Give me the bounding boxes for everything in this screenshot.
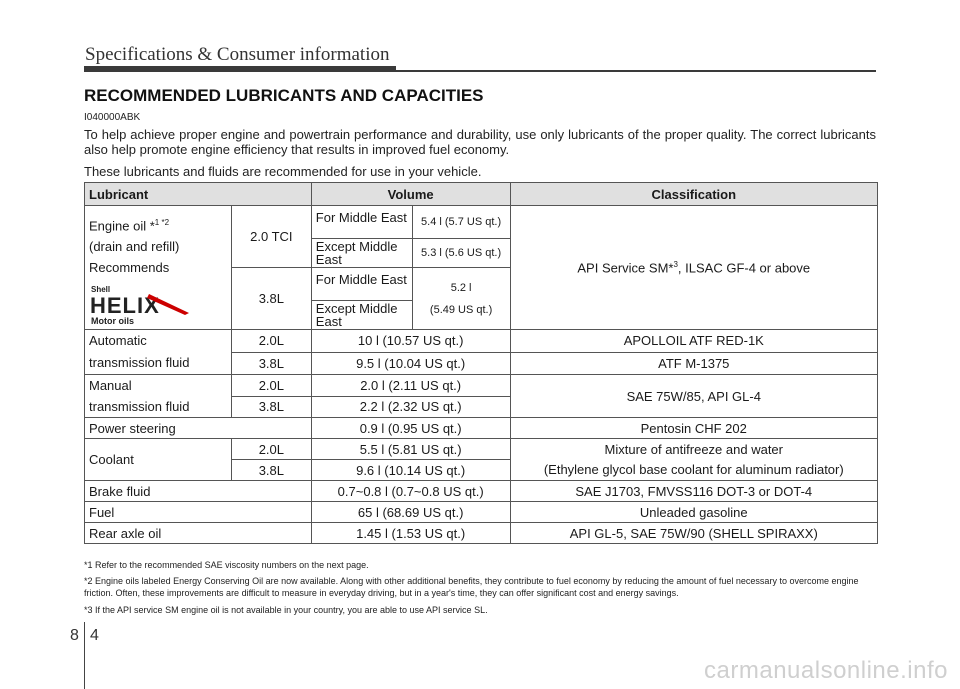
l38-vol-line1: 5.2 l — [450, 281, 472, 294]
table-row — [85, 206, 878, 239]
automatic-eng-1: 2.0L — [231, 330, 311, 353]
engine-oil-class-a: API Service SM* — [577, 260, 674, 276]
tci-middle-east: For Middle East — [311, 206, 412, 239]
automatic-label2: transmission fluid — [89, 355, 190, 370]
shell-helix-logo — [89, 284, 189, 326]
brake-label: Brake fluid — [85, 481, 312, 502]
logo-product-text: HELIX — [90, 293, 160, 319]
tci-middle-east-vol: 5.4 l (5.7 US qt.) — [412, 206, 510, 239]
brake-vol: 0.7~0.8 l (0.7~0.8 US qt.) — [311, 481, 510, 502]
header-bar — [84, 66, 396, 72]
engine-oil-label: Engine oil * — [89, 218, 155, 234]
header-volume: Volume — [311, 183, 510, 206]
engine-oil-class-b: , ILSAC GF-4 or above — [677, 260, 811, 276]
footnote-1 — [84, 559, 876, 571]
brake-class: SAE J1703, FMVSS116 DOT-3 or DOT-4 — [510, 481, 877, 502]
rear-axle-vol: 1.45 l (1.53 US qt.) — [311, 523, 510, 544]
manual-label1: Manual — [89, 378, 132, 393]
lubricants-table — [84, 182, 878, 544]
fuel-vol: 65 l (68.69 US qt.) — [311, 502, 510, 523]
power-steering-class: Pentosin CHF 202 — [510, 418, 877, 439]
engine-oil-sup: 1 *2 — [154, 218, 170, 227]
coolant-vol-2: 9.6 l (10.14 US qt.) — [311, 460, 510, 481]
table-row — [85, 375, 878, 397]
l38-vol-line2: (5.49 US qt.) — [429, 303, 493, 316]
coolant-eng-1: 2.0L — [231, 439, 311, 460]
engine-3.8l: 3.8L — [231, 268, 311, 330]
watermark: carmanualsonline.info — [704, 657, 948, 684]
table-header-row — [85, 183, 878, 206]
power-steering-label: Power steering — [85, 418, 312, 439]
footnote-3-text: If the API service SM engine oil is not available in your country, you are able to use API service SL. — [95, 605, 488, 615]
manual-label2: transmission fluid — [89, 399, 190, 414]
engine-oil-line3: Recommends — [89, 260, 170, 276]
l38-except-middle-east: Except Middle East — [311, 301, 412, 330]
automatic-label1: Automatic — [89, 333, 147, 348]
manual-eng-1: 2.0L — [231, 375, 311, 397]
coolant-class-2: (Ethylene glycol base coolant for aluminum radiator) — [510, 460, 877, 481]
logo-tagline-text: Motor oils — [91, 316, 134, 327]
table-row — [85, 330, 878, 353]
section-title: RECOMMENDED LUBRICANTS AND CAPACITIES — [84, 86, 484, 105]
table-row — [85, 439, 878, 460]
coolant-vol-1: 5.5 l (5.81 US qt.) — [311, 439, 510, 460]
engine-2.0tci: 2.0 TCI — [231, 206, 311, 268]
footnote-3-mark: *3 — [84, 605, 93, 615]
engine-oil-class — [510, 206, 877, 330]
table-row — [85, 502, 878, 523]
table-row — [85, 481, 878, 502]
power-steering-vol: 0.9 l (0.95 US qt.) — [311, 418, 510, 439]
table-row — [85, 418, 878, 439]
footnote-1-text: Refer to the recommended SAE viscosity numbers on the next page. — [95, 560, 369, 570]
header-lubricant: Lubricant — [85, 183, 312, 206]
section-code: I040000ABK — [84, 112, 141, 123]
automatic-class-1: APOLLOIL ATF RED-1K — [510, 330, 877, 353]
footnote-3 — [84, 604, 876, 616]
intro-paragraph: To help achieve proper engine and powertrain performance and durability, use only lubricants of the proper quality. The correct lubricants also help promote engine efficiency that results in improved fuel economy. — [84, 127, 876, 157]
fuel-label: Fuel — [85, 502, 312, 523]
rear-axle-label: Rear axle oil — [85, 523, 312, 544]
coolant-label: Coolant — [85, 439, 232, 481]
engine-oil-line2: (drain and refill) — [89, 239, 180, 255]
header-rule — [396, 70, 876, 72]
footnote-2 — [84, 575, 876, 599]
manual-label-cell — [85, 375, 232, 418]
page-divider — [84, 622, 85, 689]
automatic-vol-2: 9.5 l (10.04 US qt.) — [311, 352, 510, 375]
coolant-class-1: Mixture of antifreeze and water — [510, 439, 877, 460]
header-classification: Classification — [510, 183, 877, 206]
engine-oil-cell — [85, 206, 232, 330]
footnote-2-text: Engine oils labeled Energy Conserving Oil are now available. Along with other additional benefits, they contribute to fuel economy by reducing the amount of fuel necessary to overcome engine friction. Often, these improvements are difficult to measure in everyday driving, but in a year's time, they can offer significant cost and energy savings. — [84, 576, 859, 598]
section-number: 8 — [70, 627, 79, 644]
fuel-class: Unleaded gasoline — [510, 502, 877, 523]
automatic-eng-2: 3.8L — [231, 352, 311, 375]
footnote-2-mark: *2 — [84, 576, 93, 586]
manual-vol-2: 2.2 l (2.32 US qt.) — [311, 396, 510, 418]
automatic-class-2: ATF M-1375 — [510, 352, 877, 375]
footnote-1-mark: *1 — [84, 560, 93, 570]
manual-vol-1: 2.0 l (2.11 US qt.) — [311, 375, 510, 397]
page-number: 4 — [90, 627, 99, 644]
l38-vol-cell — [412, 268, 510, 330]
manual-eng-2: 3.8L — [231, 396, 311, 418]
rear-axle-class: API GL-5, SAE 75W/90 (SHELL SPIRAXX) — [510, 523, 877, 544]
header-title: Specifications & Consumer information — [85, 44, 390, 65]
automatic-label-cell — [85, 330, 232, 375]
coolant-eng-2: 3.8L — [231, 460, 311, 481]
intro-sentence: These lubricants and fluids are recommended for use in your vehicle. — [84, 164, 482, 179]
l38-middle-east: For Middle East — [311, 268, 412, 301]
tci-except-middle-east: Except Middle East — [311, 239, 412, 268]
automatic-vol-1: 10 l (10.57 US qt.) — [311, 330, 510, 353]
logo-brand-text: Shell — [91, 285, 111, 295]
engine-oil-class-sup: 3 — [673, 259, 678, 269]
table-row — [85, 523, 878, 544]
tci-except-vol: 5.3 l (5.6 US qt.) — [412, 239, 510, 268]
manual-class: SAE 75W/85, API GL-4 — [510, 375, 877, 418]
